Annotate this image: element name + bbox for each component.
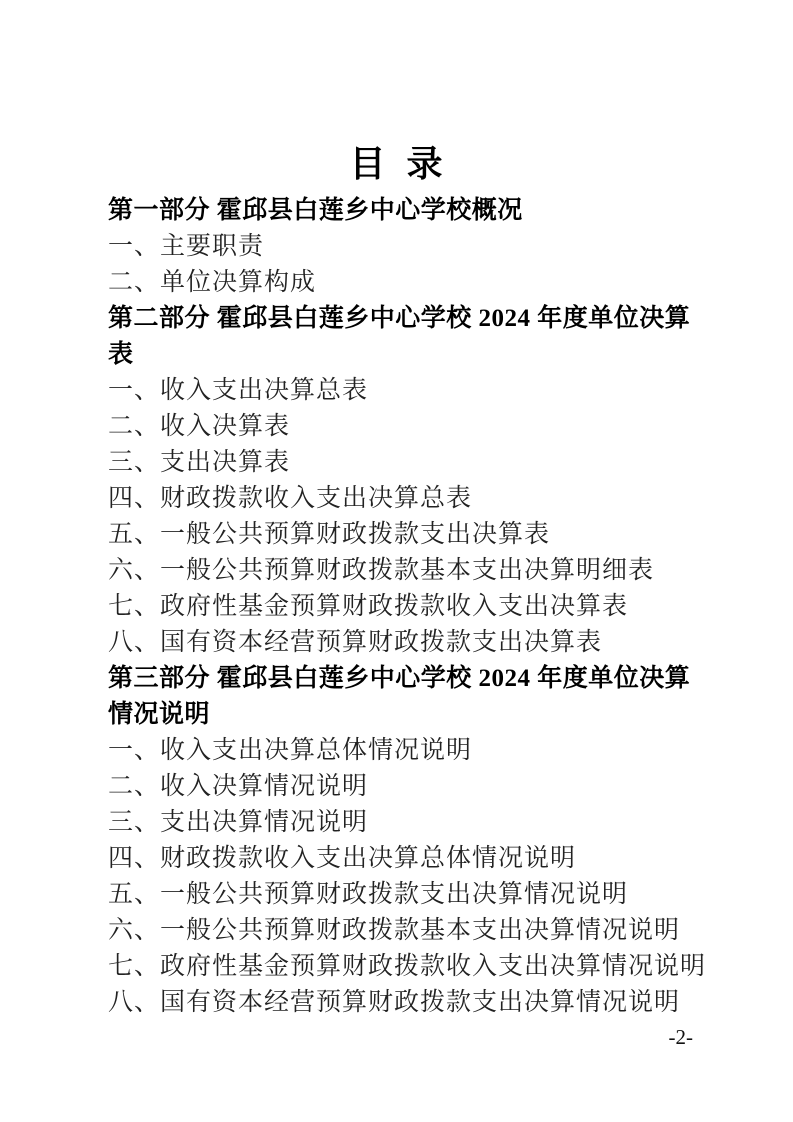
toc-item: 六、一般公共预算财政拨款基本支出决算明细表	[108, 557, 655, 584]
toc-section-1-heading: 第一部分 霍邱县白莲乡中心学校概况	[108, 197, 523, 224]
toc-item: 五、一般公共预算财政拨款支出决算情况说明	[108, 881, 629, 908]
toc-section-2-heading: 第二部分 霍邱县白莲乡中心学校 2024 年度单位决算表	[108, 305, 691, 368]
toc-item: 八、国有资本经营预算财政拨款支出决算表	[108, 629, 603, 656]
toc-item: 三、支出决算表	[108, 449, 291, 476]
toc-item: 一、收入支出决算总表	[108, 377, 369, 404]
toc-section-3-heading: 第三部分 霍邱县白莲乡中心学校 2024 年度单位决算情况说明	[108, 665, 691, 728]
toc-item: 二、单位决算构成	[108, 269, 317, 296]
toc-item: 一、主要职责	[108, 233, 265, 260]
toc-item: 四、财政拨款收入支出决算总表	[108, 485, 473, 512]
toc-item: 二、收入决算情况说明	[108, 773, 369, 800]
toc-item: 二、收入决算表	[108, 413, 291, 440]
toc-item: 八、国有资本经营预算财政拨款支出决算情况说明	[108, 989, 681, 1016]
toc-item: 七、政府性基金预算财政拨款收入支出决算表	[108, 593, 629, 620]
toc-item: 五、一般公共预算财政拨款支出决算表	[108, 521, 551, 548]
toc-item: 一、收入支出决算总体情况说明	[108, 737, 473, 764]
page-number: -2-	[668, 1025, 693, 1049]
toc-item: 七、政府性基金预算财政拨款收入支出决算情况说明	[108, 953, 707, 980]
page-title: 目 录	[349, 144, 444, 184]
toc-item: 三、支出决算情况说明	[108, 809, 369, 836]
table-of-contents	[108, 193, 708, 1021]
toc-item: 四、财政拨款收入支出决算总体情况说明	[108, 845, 577, 872]
toc-item: 六、一般公共预算财政拨款基本支出决算情况说明	[108, 917, 681, 944]
